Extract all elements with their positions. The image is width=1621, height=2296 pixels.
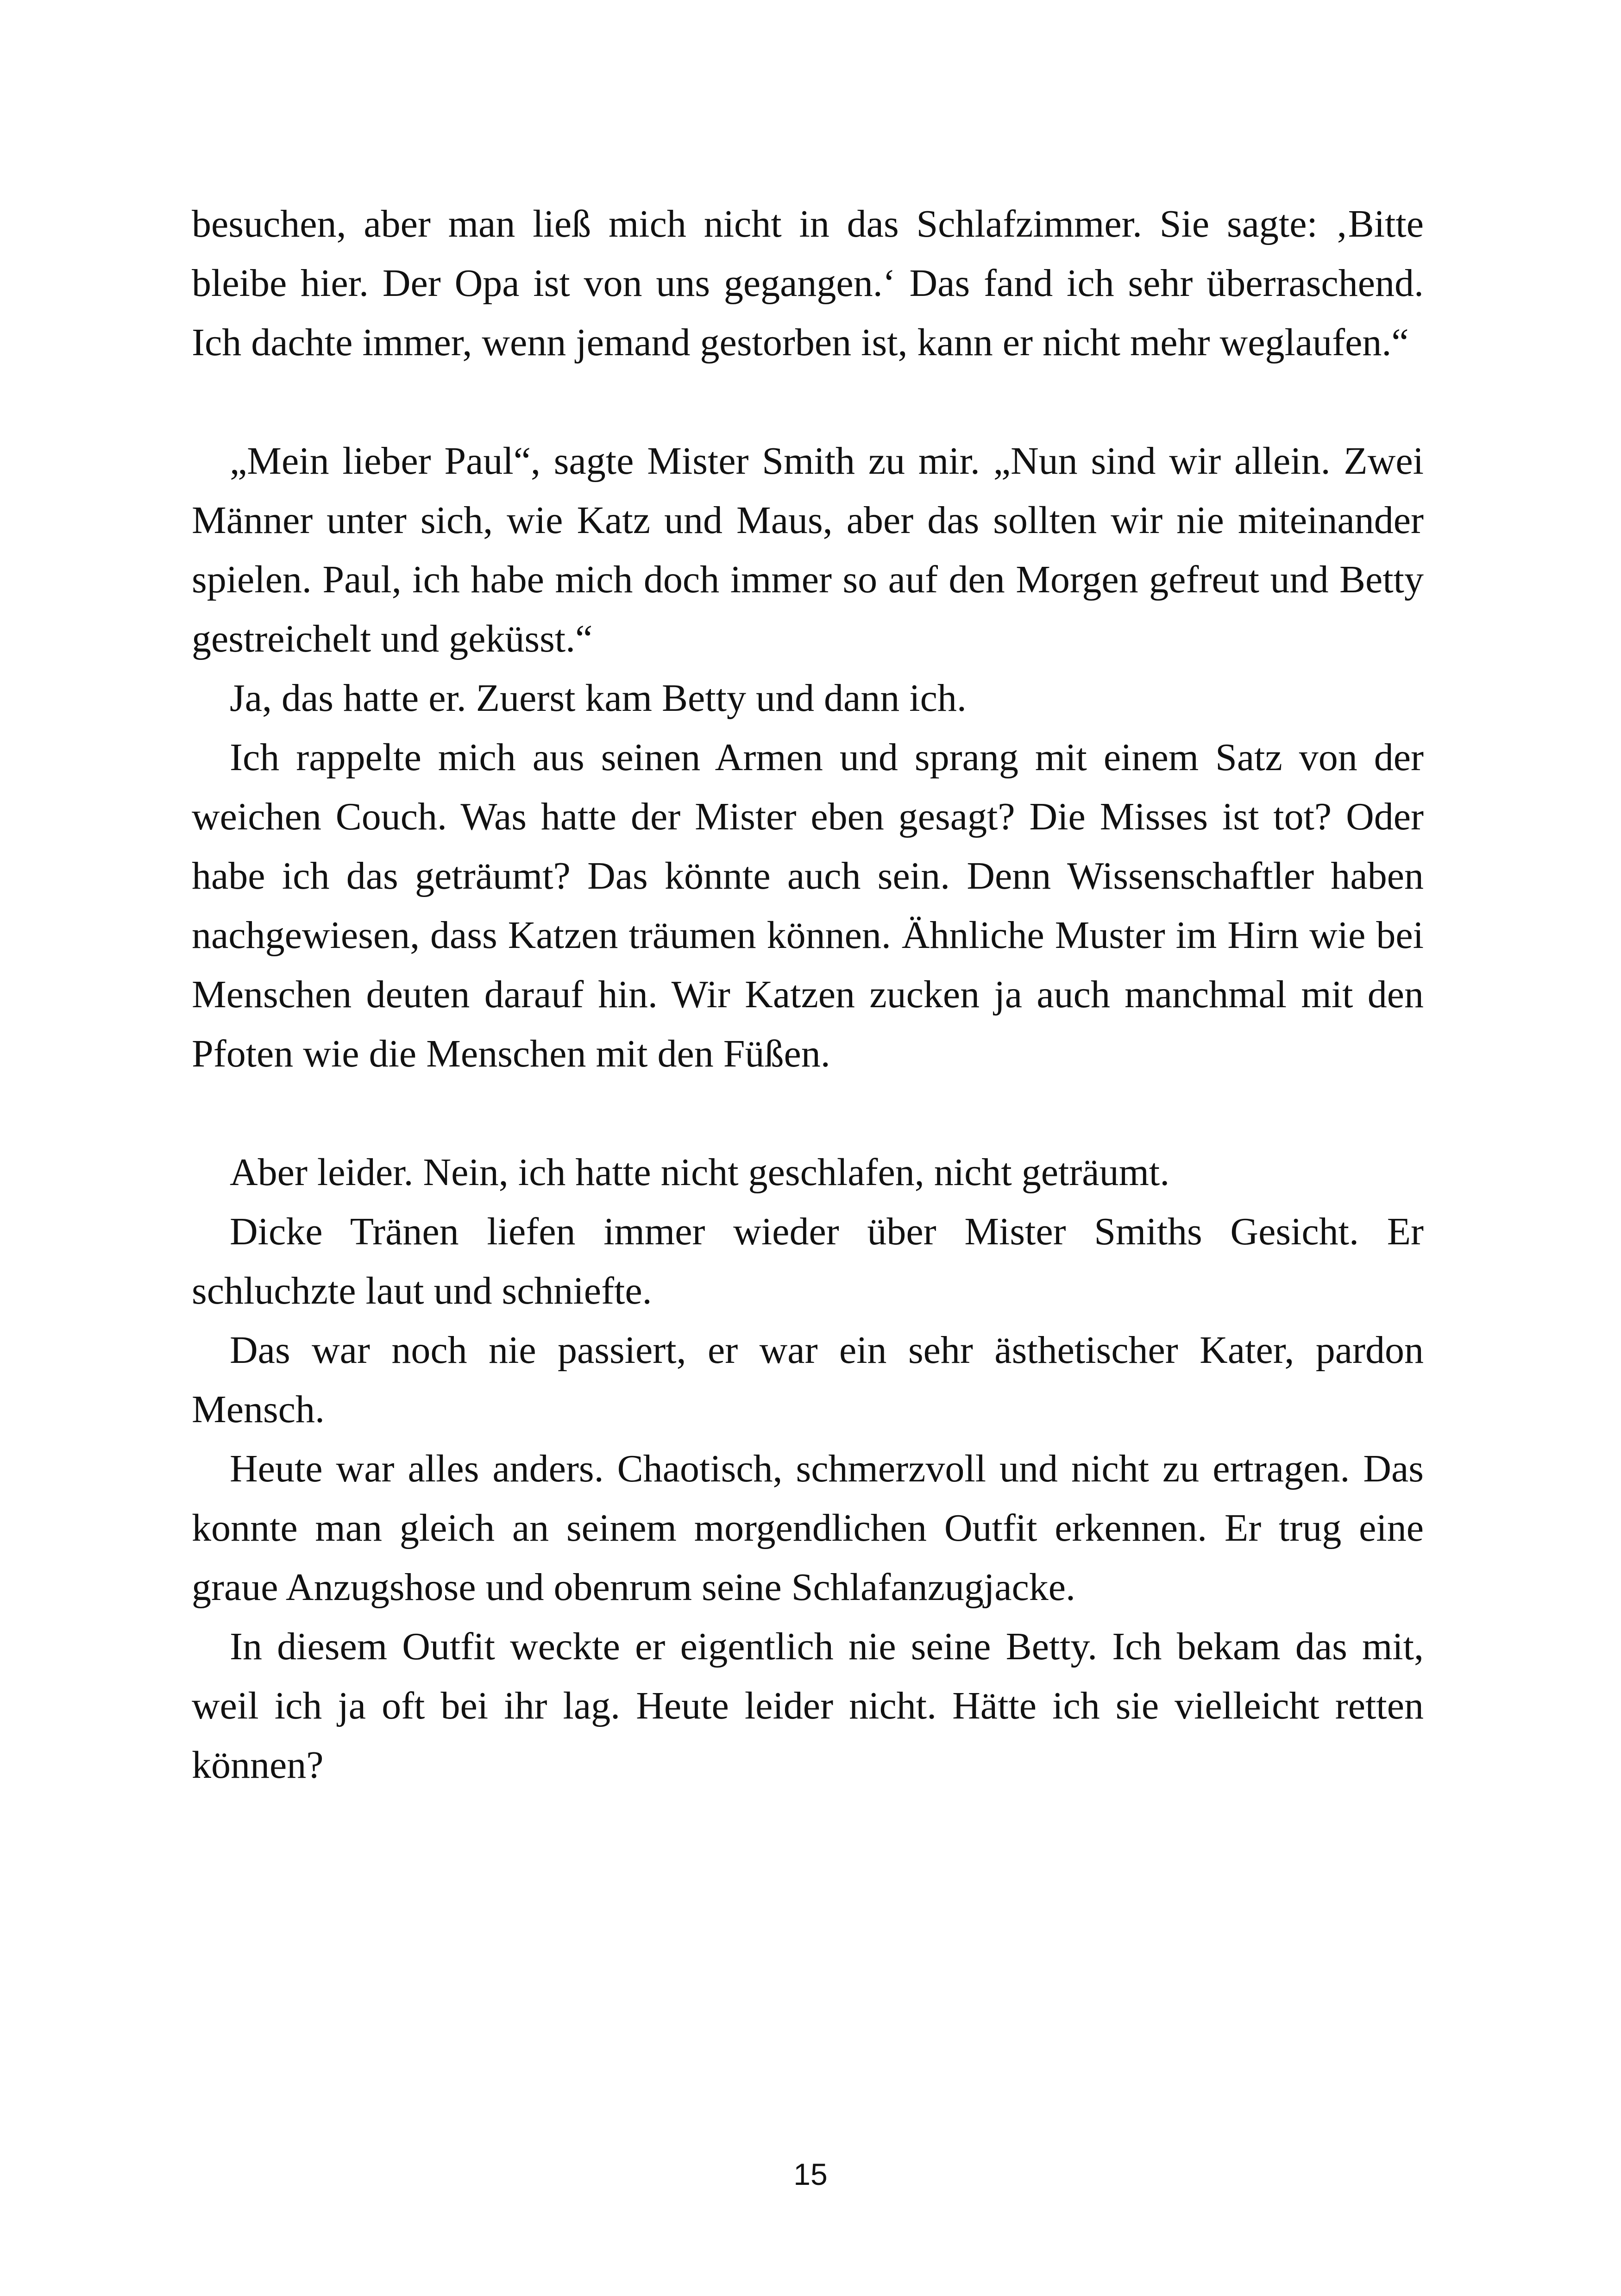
page-number: 15 [793,2157,828,2191]
paragraph: Heute war alles anders. Chaotisch, schmerzvoll und nicht zu ertragen. Das konnte man gleich an seinem morgendlichen Outfit erkennen. Er trug eine graue Anzugshose und obenrum seine Schlafanzugjacke. [192,1447,1424,1609]
paragraph: Dicke Tränen liefen immer wieder über Mister Smiths Gesicht. Er schluchzte laut und schniefte. [192,1210,1424,1312]
paragraph: Ich rappelte mich aus seinen Armen und sprang mit einem Satz von der weichen Couch. Was hatte der Mister eben gesagt? Die Misses ist tot? Oder habe ich das geträumt? Das könnte auch sein. Denn Wissenschaftler haben nachgewiesen, dass Katzen träumen können. Ähnliche Muster im Hirn wie bei Menschen deuten darauf hin. Wir Katzen zucken ja auch manchmal mit den Pfoten wie die Menschen mit den Füßen. [192,736,1424,1075]
paragraph: besuchen, aber man ließ mich nicht in das Schlafzimmer. Sie sagte: ‚Bitte bleibe hier. Der Opa ist von uns gegangen.‘ Das fand ich sehr überraschend. Ich dachte immer, wenn jemand gestorben ist, kann er nicht mehr weglaufen.“ [192,202,1424,364]
paragraph: In diesem Outfit weckte er eigentlich nie seine Betty. Ich bekam das mit, weil ich ja oft bei ihr lag. Heute leider nicht. Hätte ich sie vielleicht retten können? [192,1625,1424,1787]
paragraph: Ja, das hatte er. Zuerst kam Betty und dann ich. [230,677,967,720]
paragraph: Aber leider. Nein, ich hatte nicht geschlafen, nicht geträumt. [230,1151,1170,1194]
body-text [192,194,1424,1795]
paragraph: „Mein lieber Paul“, sagte Mister Smith zu mir. „Nun sind wir allein. Zwei Männer unter sich, wie Katz und Maus, aber das sollten wir nie miteinander spielen. Paul, ich habe mich doch immer so auf den Morgen gefreut und Betty gestreichelt und geküsst.“ [192,439,1424,660]
paragraph: Das war noch nie passiert, er war ein sehr ästhetischer Kater, pardon Mensch. [192,1329,1424,1431]
